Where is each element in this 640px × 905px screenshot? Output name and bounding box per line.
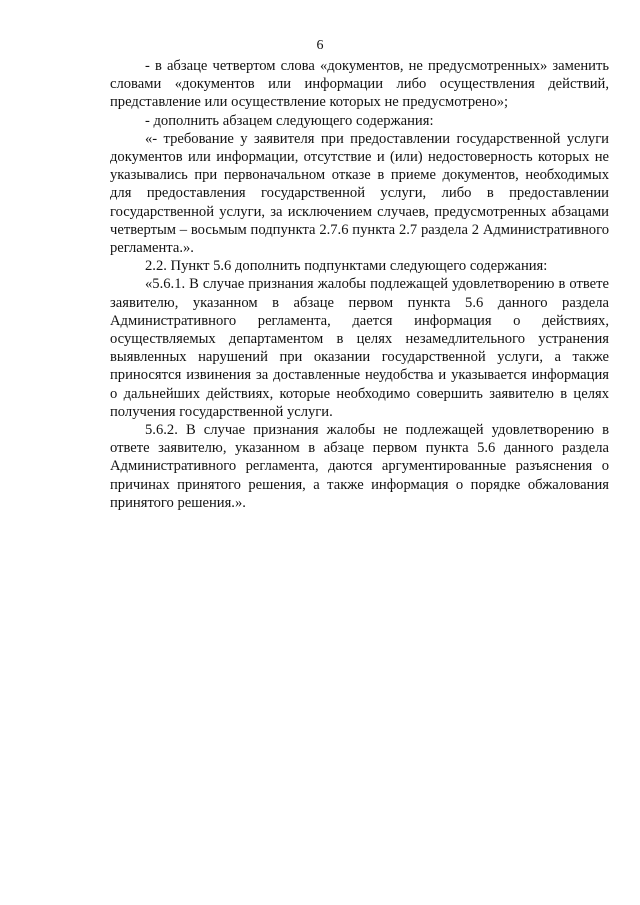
page-number: 6 [316,38,324,53]
document-body [110,57,609,512]
paragraph-subpoint-5-6-1: «5.6.1. В случае признания жалобы подлежащей удовлетворению в ответе заявителю, указанном в абзаце первом пункта 5.6 данного раздела Административного регламента, дается информация о действиях, осуществляемых департаментом в целях незамедлительного устранения выявленных нарушений при оказании государственной услуги, а также приносятся извинения за доставленные неудобства и указывается информация о дальнейших действиях, которые необходимо совершить заявителю в целях получения государственной услуги. [110,276,609,420]
paragraph-section-2-2: 2.2. Пункт 5.6 дополнить подпунктами следующего содержания: [145,258,548,275]
paragraph-subpoint-5-6-2: 5.6.2. В случае признания жалобы не подлежащей удовлетворению в ответе заявителю, указанном в абзаце первом пункта 5.6 данного раздела Административного регламента, даются аргументированные разъяснения о причинах принятого решения, а также информация о порядке обжалования принятого решения.». [110,422,609,511]
paragraph-added-requirement: «- требование у заявителя при предоставлении государственной услуги документов или информации, отсутствие и (или) недостоверность которых не указывались при первоначальном отказе в приеме документов, необходимых для предоставления государственной услуги, либо в предоставлении государственной услуги, за исключением случаев, предусмотренных абзацами четвертым – восьмым подпункта 2.7.6 пункта 2.7 раздела 2 Административного регламента.». [110,130,609,257]
paragraph-amend-paragraph-four: - в абзаце четвертом слова «документов, не предусмотренных» заменить словами «документов или информации либо осуществления действий, представление или осуществление которых не предусмотрено»; [110,58,609,111]
paragraph-add-paragraph-intro: - дополнить абзацем следующего содержания: [145,112,434,129]
